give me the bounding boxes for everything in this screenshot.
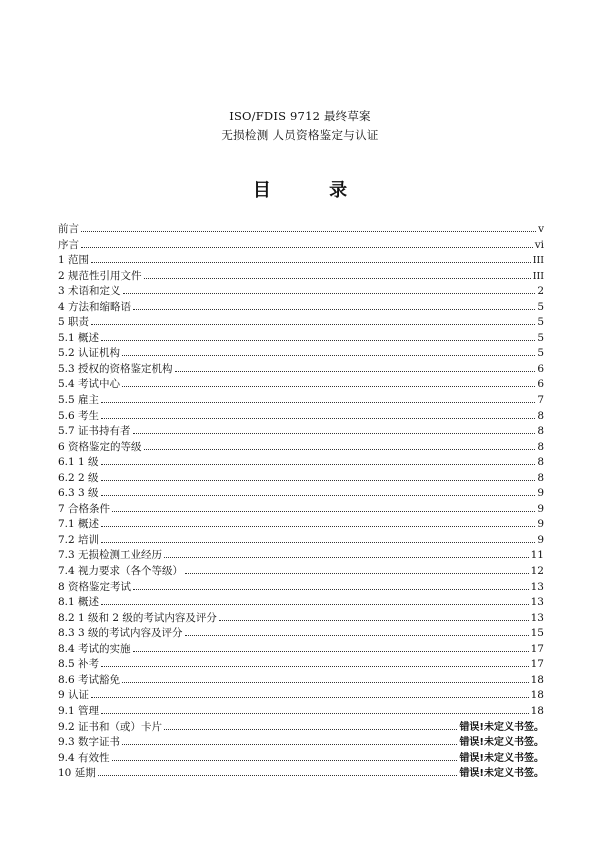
toc-leader-dots bbox=[101, 418, 535, 419]
toc-entry[interactable] bbox=[58, 517, 544, 533]
toc-entry-title: 5.4 考试中心 bbox=[58, 378, 121, 391]
table-of-contents bbox=[58, 222, 544, 782]
toc-leader-dots bbox=[101, 604, 529, 605]
toc-entry-page: 8 bbox=[537, 425, 544, 438]
toc-leader-dots bbox=[112, 511, 535, 512]
toc-entry[interactable] bbox=[58, 300, 544, 316]
toc-entry[interactable] bbox=[58, 720, 544, 736]
toc-entry-page: 6 bbox=[537, 362, 544, 375]
toc-entry[interactable] bbox=[58, 331, 544, 347]
toc-entry[interactable] bbox=[58, 486, 544, 502]
toc-entry-title: 9.4 有效性 bbox=[58, 751, 110, 764]
toc-entry-page: III bbox=[532, 270, 544, 282]
toc-entry-title: 序言 bbox=[58, 238, 79, 251]
toc-entry-page: 8 bbox=[537, 456, 544, 469]
toc-entry-title: 5.6 考生 bbox=[58, 409, 100, 422]
toc-leader-dots bbox=[91, 262, 531, 263]
toc-leader-dots bbox=[98, 775, 458, 776]
toc-entry[interactable] bbox=[58, 393, 544, 409]
toc-leader-dots bbox=[164, 557, 529, 558]
toc-leader-dots bbox=[101, 464, 536, 465]
toc-entry-page: III bbox=[532, 255, 544, 267]
toc-entry[interactable] bbox=[58, 502, 544, 518]
toc-entry[interactable] bbox=[58, 595, 544, 611]
toc-leader-dots bbox=[101, 542, 535, 543]
toc-entry-page: 6 bbox=[537, 378, 544, 391]
toc-leader-dots bbox=[185, 635, 529, 636]
toc-entry[interactable] bbox=[58, 580, 544, 596]
toc-entry-title: 6.3 3 级 bbox=[58, 487, 99, 500]
toc-entry-page: 错误!未定义书签。 bbox=[459, 752, 544, 764]
toc-leader-dots bbox=[133, 309, 535, 310]
toc-entry-page: 5 bbox=[537, 347, 544, 360]
toc-entry[interactable] bbox=[58, 766, 544, 782]
toc-entry[interactable] bbox=[58, 238, 544, 254]
toc-entry[interactable] bbox=[58, 284, 544, 300]
toc-entry-title: 9.2 证书和（或）卡片 bbox=[58, 720, 163, 733]
toc-entry-title: 7.2 培训 bbox=[58, 533, 100, 546]
toc-entry-title: 前言 bbox=[58, 223, 79, 235]
toc-entry-title: 7 合格条件 bbox=[58, 502, 111, 515]
toc-entry[interactable] bbox=[58, 440, 544, 456]
toc-leader-dots bbox=[164, 729, 457, 730]
toc-entry-page: 13 bbox=[530, 596, 544, 609]
toc-entry-page: 11 bbox=[530, 549, 544, 562]
toc-leader-dots bbox=[101, 402, 535, 403]
toc-entry-title: 7.1 概述 bbox=[58, 518, 100, 531]
toc-entry[interactable] bbox=[58, 471, 544, 487]
toc-entry-page: 8 bbox=[537, 471, 544, 484]
toc-entry-page: 18 bbox=[530, 689, 544, 702]
toc-entry-page: 9 bbox=[537, 533, 544, 546]
header-standard-title: ISO/FDIS 9712 最终草案 bbox=[229, 109, 371, 123]
toc-entry-page: v bbox=[538, 223, 544, 235]
toc-leader-dots bbox=[101, 340, 535, 341]
toc-entry-title: 8.1 概述 bbox=[58, 596, 100, 609]
toc-entry[interactable] bbox=[58, 269, 544, 285]
toc-leader-dots bbox=[144, 278, 531, 279]
toc-leader-dots bbox=[123, 293, 536, 294]
toc-entry-page: 5 bbox=[537, 331, 544, 344]
toc-leader-dots bbox=[101, 480, 536, 481]
toc-entry-page: 错误!未定义书签。 bbox=[459, 768, 544, 780]
toc-entry-title: 6.2 2 级 bbox=[58, 471, 99, 484]
toc-entry[interactable] bbox=[58, 642, 544, 658]
toc-leader-dots bbox=[122, 355, 535, 356]
toc-leader-dots bbox=[101, 526, 535, 527]
toc-entry-page: 错误!未定义书签。 bbox=[459, 737, 544, 749]
toc-entry-page: vi bbox=[534, 238, 544, 251]
toc-leader-dots bbox=[101, 713, 529, 714]
toc-leader-dots bbox=[122, 682, 529, 683]
toc-entry-page: 12 bbox=[530, 565, 544, 578]
toc-entry-page: 7 bbox=[537, 394, 544, 407]
toc-entry-title: 2 规范性引用文件 bbox=[58, 269, 142, 282]
toc-entry[interactable] bbox=[58, 222, 544, 238]
toc-entry-page: 2 bbox=[537, 285, 544, 298]
toc-entry[interactable] bbox=[58, 424, 544, 440]
toc-entry[interactable] bbox=[58, 409, 544, 425]
toc-leader-dots bbox=[122, 744, 457, 745]
toc-entry-page: 8 bbox=[537, 409, 544, 422]
toc-entry-page: 9 bbox=[537, 502, 544, 515]
toc-entry[interactable] bbox=[58, 688, 544, 704]
toc-leader-dots bbox=[81, 247, 533, 248]
toc-leader-dots bbox=[112, 760, 458, 761]
toc-entry-page: 18 bbox=[530, 673, 544, 686]
toc-entry-title: 8.5 补考 bbox=[58, 658, 100, 671]
toc-title: 目 录 bbox=[252, 180, 374, 201]
toc-entry-title: 10 延期 bbox=[58, 767, 96, 780]
toc-entry[interactable] bbox=[58, 657, 544, 673]
toc-entry-title: 9.3 数字证书 bbox=[58, 736, 121, 749]
toc-entry-title: 4 方法和缩略语 bbox=[58, 300, 132, 313]
toc-entry-title: 5.1 概述 bbox=[58, 331, 100, 344]
toc-leader-dots bbox=[81, 231, 536, 232]
toc-entry-title: 8 资格鉴定考试 bbox=[58, 580, 132, 593]
toc-entry-title: 7.4 视力要求（各个等级） bbox=[58, 565, 184, 578]
toc-entry-title: 8.2 1 级和 2 级的考试内容及评分 bbox=[58, 611, 217, 624]
toc-entry-page: 9 bbox=[537, 518, 544, 531]
toc-entry-page: 15 bbox=[530, 627, 544, 640]
toc-entry-title: 6 资格鉴定的等级 bbox=[58, 440, 142, 453]
toc-entry[interactable] bbox=[58, 253, 544, 269]
toc-entry-title: 5.3 授权的资格鉴定机构 bbox=[58, 362, 173, 375]
toc-entry[interactable] bbox=[58, 611, 544, 627]
toc-leader-dots bbox=[133, 589, 529, 590]
toc-entry-title: 8.4 考试的实施 bbox=[58, 642, 131, 655]
toc-leader-dots bbox=[91, 324, 535, 325]
toc-entry-page: 13 bbox=[530, 580, 544, 593]
toc-entry-page: 错误!未定义书签。 bbox=[459, 721, 544, 733]
toc-entry[interactable] bbox=[58, 626, 544, 642]
toc-leader-dots bbox=[122, 386, 535, 387]
toc-leader-dots bbox=[101, 666, 529, 667]
toc-entry-title: 8.3 3 级的考试内容及评分 bbox=[58, 627, 183, 640]
toc-entry-page: 17 bbox=[530, 642, 544, 655]
toc-entry[interactable] bbox=[58, 346, 544, 362]
toc-entry-title: 6.1 1 级 bbox=[58, 456, 99, 469]
document-header bbox=[0, 108, 600, 143]
toc-entry-title: 5.5 雇主 bbox=[58, 394, 100, 407]
toc-entry-page: 13 bbox=[530, 611, 544, 624]
toc-entry-page: 17 bbox=[530, 658, 544, 671]
toc-entry-title: 5.7 证书持有者 bbox=[58, 425, 131, 438]
toc-entry-title: 9 认证 bbox=[58, 689, 90, 702]
toc-entry[interactable] bbox=[58, 377, 544, 393]
toc-leader-dots bbox=[185, 573, 529, 574]
toc-entry-title: 3 术语和定义 bbox=[58, 285, 121, 298]
toc-entry[interactable] bbox=[58, 533, 544, 549]
toc-entry[interactable] bbox=[58, 362, 544, 378]
toc-entry-title: 8.6 考试豁免 bbox=[58, 673, 121, 686]
toc-leader-dots bbox=[133, 433, 536, 434]
toc-entry[interactable] bbox=[58, 704, 544, 720]
toc-entry-page: 8 bbox=[537, 440, 544, 453]
toc-entry-title: 5 职责 bbox=[58, 316, 90, 329]
toc-leader-dots bbox=[91, 697, 529, 698]
toc-leader-dots bbox=[101, 495, 536, 496]
toc-entry-page: 5 bbox=[537, 300, 544, 313]
toc-entry[interactable] bbox=[58, 751, 544, 767]
toc-entry-title: 1 范围 bbox=[58, 254, 90, 267]
toc-entry[interactable] bbox=[58, 455, 544, 471]
toc-leader-dots bbox=[133, 651, 529, 652]
toc-entry-page: 9 bbox=[537, 487, 544, 500]
toc-entry[interactable] bbox=[58, 564, 544, 580]
toc-entry[interactable] bbox=[58, 735, 544, 751]
header-subtitle: 无损检测 人员资格鉴定与认证 bbox=[221, 128, 379, 142]
toc-leader-dots bbox=[219, 620, 529, 621]
toc-leader-dots bbox=[144, 449, 536, 450]
toc-leader-dots bbox=[175, 371, 536, 372]
toc-entry[interactable] bbox=[58, 315, 544, 331]
toc-entry-page: 5 bbox=[537, 316, 544, 329]
toc-entry[interactable] bbox=[58, 673, 544, 689]
toc-entry-page: 18 bbox=[530, 704, 544, 717]
toc-entry-title: 9.1 管理 bbox=[58, 704, 100, 717]
toc-entry-title: 5.2 认证机构 bbox=[58, 347, 121, 360]
toc-entry[interactable] bbox=[58, 548, 544, 564]
toc-entry-title: 7.3 无损检测工业经历 bbox=[58, 549, 163, 562]
